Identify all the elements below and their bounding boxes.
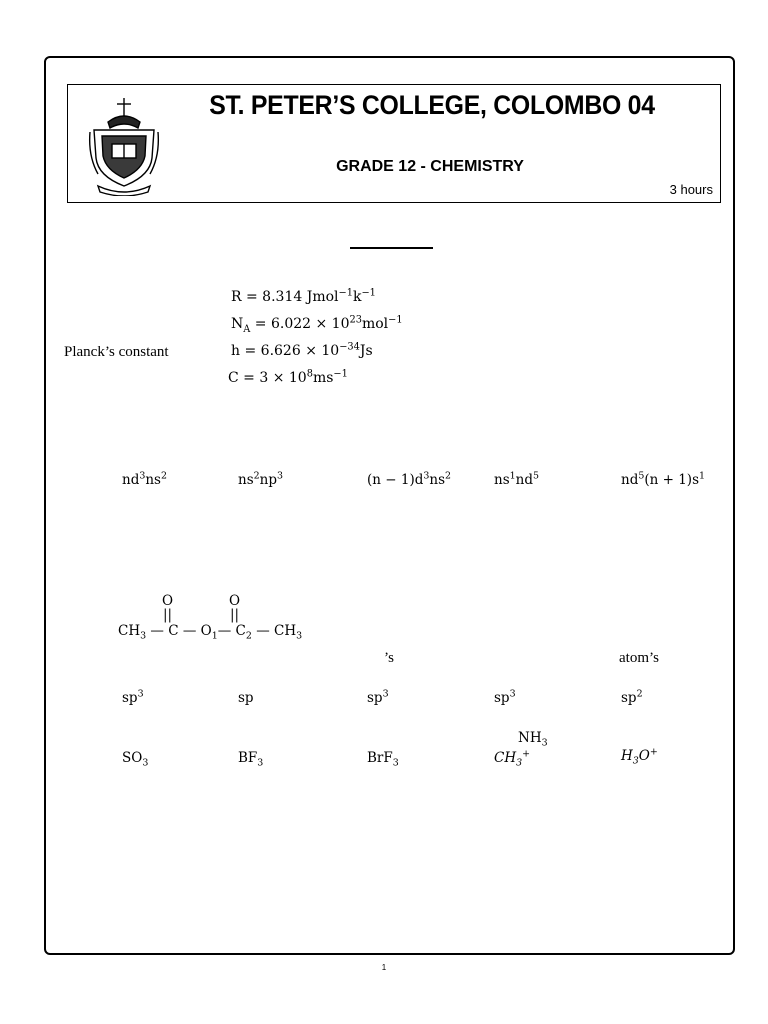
exam-subject: GRADE 12 - CHEMISTRY [336,158,524,175]
molecule-nh3: $NH_3$ [518,730,548,749]
molecule-hydronium: $H_3O^+$ [621,746,658,767]
config-option-2: $ns^2np^3$ [238,470,283,488]
molecule-ch3-cation: $CH_3^+$ [494,748,531,769]
config-option-3: $(n - 1)d^3ns^2$ [367,470,452,488]
molecule-brf3: BrF$_3$ [367,750,399,769]
config-option-1: $nd^3ns^2$ [122,470,167,488]
constant-gas: R = 8.314 $Jmol^{-1}k^{-1}$ [231,287,376,305]
structure-oxygen-top-2: O [229,593,241,609]
structure-double-bond-2: || [230,607,240,623]
constant-light-speed: $C = 3 \times 10^8ms^{-1}$ [228,368,348,386]
structure-oxygen-top-1: O [162,593,174,609]
molecule-so3: $SO_3$ [122,750,149,769]
planck-label: Planck’s constant [64,344,169,360]
structure-chain: $CH_3$ — C — $O_1—$ $C_2$ — $CH_3$ [118,623,303,642]
config-option-5: $nd^5(n + 1)s^1$ [621,470,706,488]
page-number: 1 [381,963,387,972]
structure-double-bond-1: || [163,607,173,623]
exam-duration: 3 hours [669,182,713,197]
hybrid-option-2: sp [238,690,254,706]
school-title: ST. PETER’S COLLEGE, COLOMBO 04 [209,90,655,120]
hybrid-option-1: $sp^3$ [122,688,144,706]
section-divider [350,247,433,249]
college-crest-logo [88,96,160,196]
molecule-bf3: $BF_3$ [238,750,264,769]
hybrid-option-3: $sp^3$ [367,688,389,706]
config-option-4: $ns^1nd^5$ [494,470,539,488]
constant-planck: $h = 6.626 \times 10^{-34}Js$ [231,341,373,359]
fragment-atoms: atom’s [619,650,659,666]
fragment-apostrophe-s: ’s [384,650,395,666]
constant-avogadro: $N_A = 6.022 \times 10^{23}mol^{-1}$ [231,314,403,335]
hybrid-option-5: $sp^2$ [621,688,643,706]
hybrid-option-4: $sp^3$ [494,688,516,706]
